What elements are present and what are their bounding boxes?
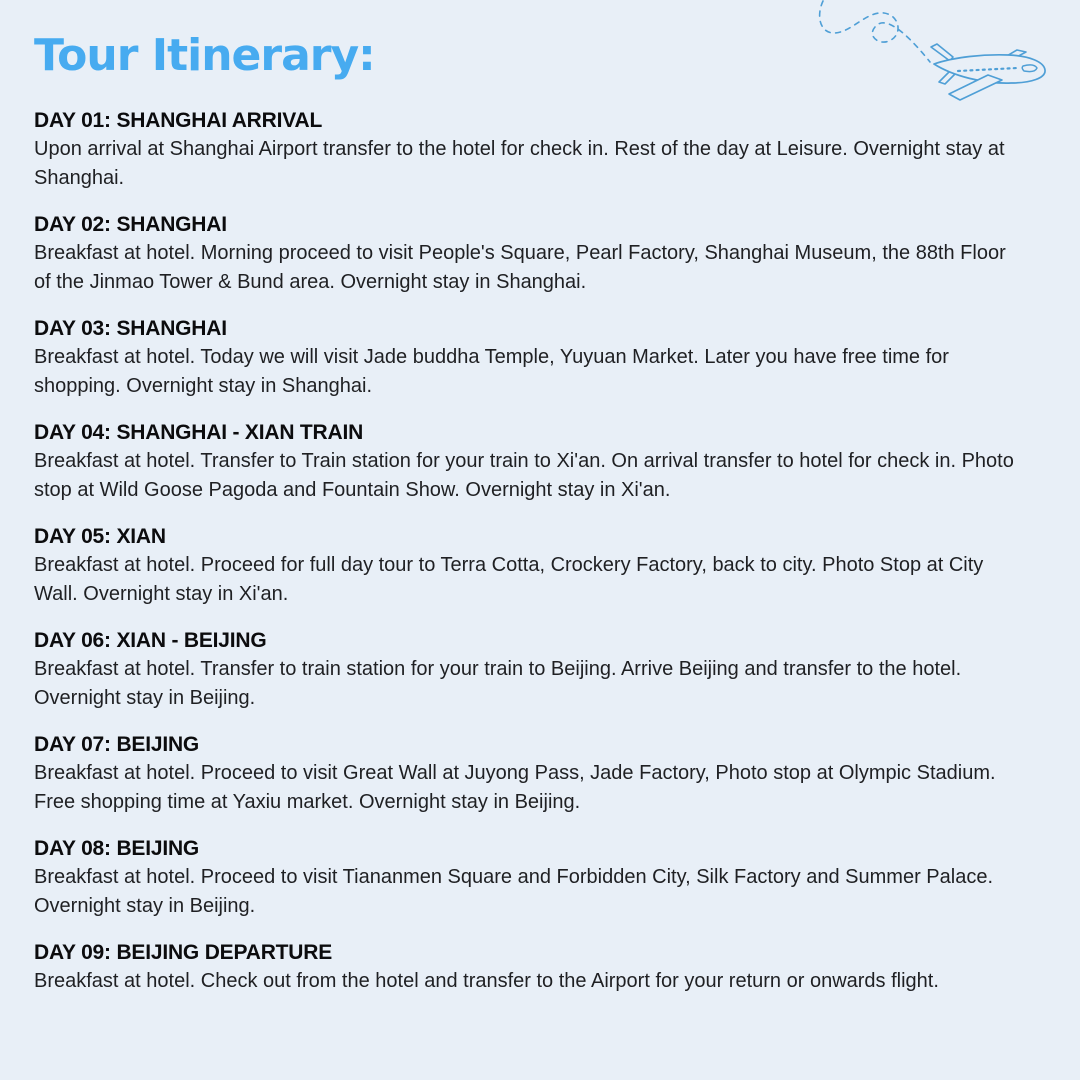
day-heading: DAY 01: SHANGHAI ARRIVAL xyxy=(34,109,323,133)
day-section-02 xyxy=(34,210,1016,297)
day-section-09 xyxy=(34,938,1016,996)
day-description: Upon arrival at Shanghai Airport transfer to the hotel for check in. Rest of the day at Leisure. Overnight stay at Shanghai. xyxy=(34,138,1005,190)
page-title: Tour Itinerary: xyxy=(34,30,375,81)
day-section-01 xyxy=(34,106,1016,193)
day-section-05 xyxy=(34,522,1016,609)
day-section-07 xyxy=(34,730,1016,817)
day-description: Breakfast at hotel. Transfer to train station for your train to Beijing. Arrive Beijing and transfer to the hotel. Overnight stay in Beijing. xyxy=(34,658,962,710)
day-description: Breakfast at hotel. Proceed to visit Great Wall at Juyong Pass, Jade Factory, Photo stop at Olympic Stadium. Free shopping time at Yaxiu market. Overnight stay in Beijing. xyxy=(34,762,996,814)
day-section-06 xyxy=(34,626,1016,713)
day-heading: DAY 03: SHANGHAI xyxy=(34,317,227,341)
day-heading: DAY 07: BEIJING xyxy=(34,733,200,757)
day-description: Breakfast at hotel. Check out from the hotel and transfer to the Airport for your return or onwards flight. xyxy=(34,970,939,993)
day-heading: DAY 05: XIAN xyxy=(34,525,166,549)
day-section-08 xyxy=(34,834,1016,921)
day-heading: DAY 06: XIAN - BEIJING xyxy=(34,629,267,653)
day-heading: DAY 08: BEIJING xyxy=(34,837,200,861)
day-description: Breakfast at hotel. Transfer to Train station for your train to Xi'an. On arrival transfer to hotel for check in. Photo stop at Wild Goose Pagoda and Fountain Show. Overnight stay in Xi'an. xyxy=(34,450,1014,502)
day-description: Breakfast at hotel. Proceed for full day tour to Terra Cotta, Crockery Factory, back to city. Photo Stop at City Wall. Overnight stay in Xi'an. xyxy=(34,554,984,606)
day-heading: DAY 02: SHANGHAI xyxy=(34,213,227,237)
day-heading: DAY 09: BEIJING DEPARTURE xyxy=(34,941,333,965)
day-description: Breakfast at hotel. Morning proceed to visit People's Square, Pearl Factory, Shanghai Museum, the 88th Floor of the Jinmao Tower & Bund area. Overnight stay in Shanghai. xyxy=(34,242,1006,294)
day-section-03 xyxy=(34,314,1016,401)
itinerary-list xyxy=(34,106,1016,996)
day-section-04 xyxy=(34,418,1016,505)
day-description: Breakfast at hotel. Proceed to visit Tiananmen Square and Forbidden City, Silk Factory and Summer Palace. Overnight stay in Beijing. xyxy=(34,866,993,918)
day-description: Breakfast at hotel. Today we will visit Jade buddha Temple, Yuyuan Market. Later you have free time for shopping. Overnight stay in Shanghai. xyxy=(34,346,949,398)
day-heading: DAY 04: SHANGHAI - XIAN TRAIN xyxy=(34,421,364,445)
